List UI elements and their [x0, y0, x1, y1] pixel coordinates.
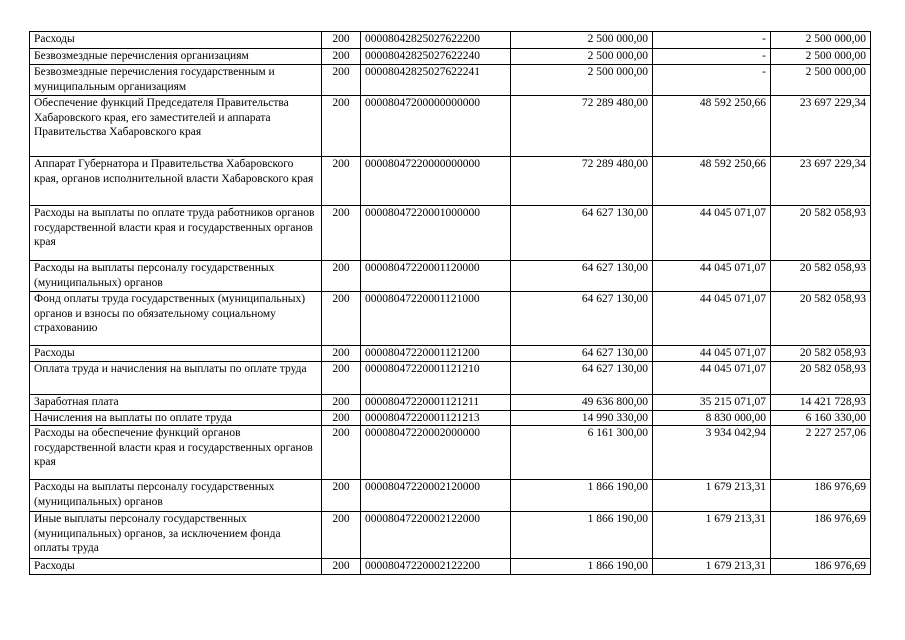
- executed-amount-cell: -: [653, 49, 771, 65]
- table-row: [30, 426, 871, 480]
- expense-name-cell: Расходы: [30, 346, 322, 362]
- approved-amount-cell: 2 500 000,00: [511, 32, 653, 49]
- approved-amount-cell: 2 500 000,00: [511, 65, 653, 96]
- expense-name-cell: Расходы на выплаты по оплате труда работников органов государственной власти края и государственных органов края: [30, 206, 322, 261]
- unexecuted-amount-cell: 186 976,69: [771, 512, 871, 559]
- expense-name-cell: Безвозмездные перечисления организациям: [30, 49, 322, 65]
- line-code-cell: 200: [322, 32, 361, 49]
- executed-amount-cell: 44 045 071,07: [653, 362, 771, 395]
- line-code-cell: 200: [322, 261, 361, 292]
- approved-amount-cell: 72 289 480,00: [511, 157, 653, 206]
- unexecuted-amount-cell: 20 582 058,93: [771, 206, 871, 261]
- line-code-cell: 200: [322, 157, 361, 206]
- executed-amount-cell: 44 045 071,07: [653, 206, 771, 261]
- executed-amount-cell: 1 679 213,31: [653, 559, 771, 575]
- table-row: [30, 346, 871, 362]
- unexecuted-amount-cell: 14 421 728,93: [771, 395, 871, 411]
- unexecuted-amount-cell: 2 500 000,00: [771, 49, 871, 65]
- unexecuted-amount-cell: 2 500 000,00: [771, 32, 871, 49]
- budget-classification-code-cell: 00008042825027622241: [361, 65, 511, 96]
- table-row: [30, 395, 871, 411]
- budget-classification-code-cell: 00008047220001121000: [361, 292, 511, 346]
- unexecuted-amount-cell: 20 582 058,93: [771, 261, 871, 292]
- budget-classification-code-cell: 00008047220001121200: [361, 346, 511, 362]
- expense-name-cell: Расходы на выплаты персоналу государственных (муниципальных) органов: [30, 261, 322, 292]
- table-row: [30, 65, 871, 96]
- line-code-cell: 200: [322, 346, 361, 362]
- unexecuted-amount-cell: 2 500 000,00: [771, 65, 871, 96]
- table-row: [30, 362, 871, 395]
- table-row: [30, 32, 871, 49]
- budget-classification-code-cell: 00008047220000000000: [361, 157, 511, 206]
- executed-amount-cell: 3 934 042,94: [653, 426, 771, 480]
- unexecuted-amount-cell: 20 582 058,93: [771, 362, 871, 395]
- unexecuted-amount-cell: 6 160 330,00: [771, 410, 871, 426]
- expense-name-cell: Расходы: [30, 559, 322, 575]
- expense-name-cell: Заработная плата: [30, 395, 322, 411]
- approved-amount-cell: 1 866 190,00: [511, 559, 653, 575]
- executed-amount-cell: -: [653, 65, 771, 96]
- budget-classification-code-cell: 00008042825027622240: [361, 49, 511, 65]
- table-row: [30, 559, 871, 575]
- table-body: [30, 32, 871, 575]
- line-code-cell: 200: [322, 480, 361, 512]
- expense-name-cell: Расходы на обеспечение функций органов государственной власти края и государственных органов края: [30, 426, 322, 480]
- executed-amount-cell: -: [653, 32, 771, 49]
- unexecuted-amount-cell: 186 976,69: [771, 480, 871, 512]
- table-row: [30, 96, 871, 157]
- budget-classification-code-cell: 00008047220002122000: [361, 512, 511, 559]
- budget-classification-code-cell: 00008047220001121213: [361, 410, 511, 426]
- line-code-cell: 200: [322, 410, 361, 426]
- executed-amount-cell: 1 679 213,31: [653, 480, 771, 512]
- executed-amount-cell: 1 679 213,31: [653, 512, 771, 559]
- line-code-cell: 200: [322, 512, 361, 559]
- approved-amount-cell: 2 500 000,00: [511, 49, 653, 65]
- line-code-cell: 200: [322, 96, 361, 157]
- approved-amount-cell: 64 627 130,00: [511, 206, 653, 261]
- table-row: [30, 261, 871, 292]
- line-code-cell: 200: [322, 426, 361, 480]
- expense-name-cell: Обеспечение функций Председателя Правительства Хабаровского края, его заместителей и аппарата Правительства Хабаровского края: [30, 96, 322, 157]
- approved-amount-cell: 64 627 130,00: [511, 261, 653, 292]
- approved-amount-cell: 64 627 130,00: [511, 346, 653, 362]
- expense-name-cell: Начисления на выплаты по оплате труда: [30, 410, 322, 426]
- line-code-cell: 200: [322, 362, 361, 395]
- approved-amount-cell: 6 161 300,00: [511, 426, 653, 480]
- budget-classification-code-cell: 00008047220001121210: [361, 362, 511, 395]
- line-code-cell: 200: [322, 559, 361, 575]
- approved-amount-cell: 64 627 130,00: [511, 292, 653, 346]
- table-row: [30, 49, 871, 65]
- budget-execution-table: [29, 31, 871, 575]
- executed-amount-cell: 48 592 250,66: [653, 96, 771, 157]
- line-code-cell: 200: [322, 206, 361, 261]
- approved-amount-cell: 72 289 480,00: [511, 96, 653, 157]
- executed-amount-cell: 48 592 250,66: [653, 157, 771, 206]
- executed-amount-cell: 44 045 071,07: [653, 261, 771, 292]
- line-code-cell: 200: [322, 292, 361, 346]
- budget-classification-code-cell: 00008042825027622200: [361, 32, 511, 49]
- budget-classification-code-cell: 00008047220001121211: [361, 395, 511, 411]
- approved-amount-cell: 14 990 330,00: [511, 410, 653, 426]
- approved-amount-cell: 1 866 190,00: [511, 480, 653, 512]
- line-code-cell: 200: [322, 49, 361, 65]
- unexecuted-amount-cell: 23 697 229,34: [771, 157, 871, 206]
- table-row: [30, 480, 871, 512]
- unexecuted-amount-cell: 20 582 058,93: [771, 346, 871, 362]
- executed-amount-cell: 44 045 071,07: [653, 346, 771, 362]
- unexecuted-amount-cell: 20 582 058,93: [771, 292, 871, 346]
- approved-amount-cell: 64 627 130,00: [511, 362, 653, 395]
- expense-name-cell: Расходы на выплаты персоналу государственных (муниципальных) органов: [30, 480, 322, 512]
- table-row: [30, 512, 871, 559]
- table-row: [30, 206, 871, 261]
- unexecuted-amount-cell: 23 697 229,34: [771, 96, 871, 157]
- executed-amount-cell: 8 830 000,00: [653, 410, 771, 426]
- approved-amount-cell: 49 636 800,00: [511, 395, 653, 411]
- expense-name-cell: Безвозмездные перечисления государственным и муниципальным организациям: [30, 65, 322, 96]
- expense-name-cell: Иные выплаты персоналу государственных (муниципальных) органов, за исключением фонда оплаты труда: [30, 512, 322, 559]
- budget-classification-code-cell: 00008047220002122200: [361, 559, 511, 575]
- budget-classification-code-cell: 00008047220002000000: [361, 426, 511, 480]
- unexecuted-amount-cell: 186 976,69: [771, 559, 871, 575]
- line-code-cell: 200: [322, 395, 361, 411]
- budget-classification-code-cell: 00008047220001120000: [361, 261, 511, 292]
- table-row: [30, 410, 871, 426]
- approved-amount-cell: 1 866 190,00: [511, 512, 653, 559]
- executed-amount-cell: 35 215 071,07: [653, 395, 771, 411]
- executed-amount-cell: 44 045 071,07: [653, 292, 771, 346]
- expense-name-cell: Оплата труда и начисления на выплаты по оплате труда: [30, 362, 322, 395]
- expense-name-cell: Фонд оплаты труда государственных (муниципальных) органов и взносы по обязательному социальному страхованию: [30, 292, 322, 346]
- expense-name-cell: Аппарат Губернатора и Правительства Хабаровского края, органов исполнительной власти Хабаровского края: [30, 157, 322, 206]
- table-row: [30, 292, 871, 346]
- table-row: [30, 157, 871, 206]
- budget-classification-code-cell: 00008047220002120000: [361, 480, 511, 512]
- budget-classification-code-cell: 00008047200000000000: [361, 96, 511, 157]
- budget-classification-code-cell: 00008047220001000000: [361, 206, 511, 261]
- unexecuted-amount-cell: 2 227 257,06: [771, 426, 871, 480]
- expense-name-cell: Расходы: [30, 32, 322, 49]
- line-code-cell: 200: [322, 65, 361, 96]
